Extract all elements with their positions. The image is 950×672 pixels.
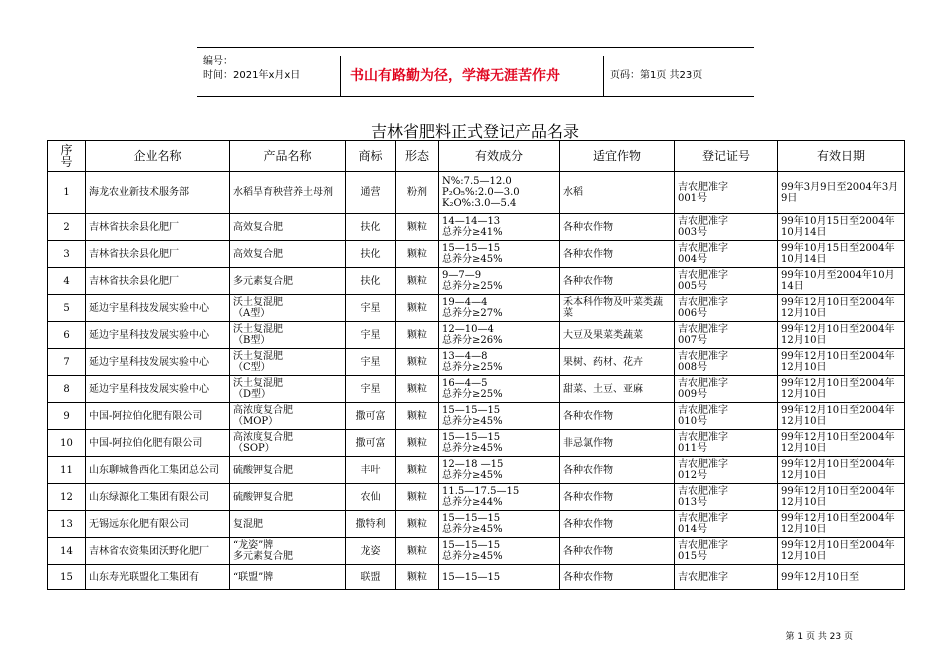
product-name-cell: 水稻旱育秧营养土母剂 bbox=[230, 172, 346, 214]
brand-cell: 宇星 bbox=[346, 349, 396, 376]
valid-dates-cell: 99年12月10日至2004年12月10日 bbox=[778, 295, 905, 322]
registration-number-cell: 吉农肥准字 007号 bbox=[675, 322, 778, 349]
column-header: 有效日期 bbox=[778, 141, 905, 172]
valid-dates-cell: 99年12月10日至2004年12月10日 bbox=[778, 511, 905, 538]
brand-cell: 联盟 bbox=[346, 565, 396, 590]
row-number-cell: 4 bbox=[48, 268, 86, 295]
column-header: 适宜作物 bbox=[560, 141, 675, 172]
registration-number-cell: 吉农肥准字 bbox=[675, 565, 778, 590]
column-header: 商标 bbox=[346, 141, 396, 172]
suitable-crops-cell: 各种农作物 bbox=[560, 403, 675, 430]
active-ingredients-cell: 15—15—15 总养分≥45% bbox=[439, 538, 560, 565]
row-number-cell: 2 bbox=[48, 214, 86, 241]
registration-number-cell: 吉农肥准字 012号 bbox=[675, 457, 778, 484]
active-ingredients-cell: 15—15—15 总养分≥45% bbox=[439, 430, 560, 457]
product-name-cell: 沃土复混肥 （C型） bbox=[230, 349, 346, 376]
company-name-cell: 山东聊城鲁西化工集团总公司 bbox=[86, 457, 230, 484]
suitable-crops-cell: 各种农作物 bbox=[560, 484, 675, 511]
form-cell: 颗粒 bbox=[396, 349, 439, 376]
brand-cell: 扶化 bbox=[346, 214, 396, 241]
registration-number-cell: 吉农肥准字 005号 bbox=[675, 268, 778, 295]
registration-number-cell: 吉农肥准字 010号 bbox=[675, 403, 778, 430]
suitable-crops-cell: 各种农作物 bbox=[560, 511, 675, 538]
company-name-cell: 延边宇星科技发展实验中心 bbox=[86, 295, 230, 322]
company-name-cell: 延边宇星科技发展实验中心 bbox=[86, 376, 230, 403]
table-row bbox=[48, 484, 905, 511]
product-name-cell: 多元素复合肥 bbox=[230, 268, 346, 295]
company-name-cell: 延边宇星科技发展实验中心 bbox=[86, 322, 230, 349]
product-name-cell: 沃土复混肥 （B型） bbox=[230, 322, 346, 349]
row-number-cell: 9 bbox=[48, 403, 86, 430]
product-name-cell: 高浓度复合肥 （MOP） bbox=[230, 403, 346, 430]
suitable-crops-cell: 果树、药材、花卉 bbox=[560, 349, 675, 376]
suitable-crops-cell: 各种农作物 bbox=[560, 241, 675, 268]
form-cell: 粉剂 bbox=[396, 172, 439, 214]
product-name-cell: 高浓度复合肥 （SOP） bbox=[230, 430, 346, 457]
active-ingredients-cell: 11.5—17.5—15 总养分≥44% bbox=[439, 484, 560, 511]
brand-cell: 撒可富 bbox=[346, 430, 396, 457]
active-ingredients-cell: 16—4—5 总养分≥25% bbox=[439, 376, 560, 403]
form-cell: 颗粒 bbox=[396, 430, 439, 457]
brand-cell: 农仙 bbox=[346, 484, 396, 511]
table-row bbox=[48, 457, 905, 484]
suitable-crops-cell: 水稻 bbox=[560, 172, 675, 214]
company-name-cell: 吉林省扶余县化肥厂 bbox=[86, 214, 230, 241]
fertilizer-registration-table bbox=[47, 140, 905, 590]
header-time-label: 时间：2021年x月x日 bbox=[203, 70, 301, 81]
suitable-crops-cell: 各种农作物 bbox=[560, 457, 675, 484]
product-name-cell: 硫酸钾复合肥 bbox=[230, 484, 346, 511]
form-cell: 颗粒 bbox=[396, 511, 439, 538]
active-ingredients-cell: 15—15—15 总养分≥45% bbox=[439, 241, 560, 268]
table-row bbox=[48, 565, 905, 590]
registration-number-cell: 吉农肥准字 008号 bbox=[675, 349, 778, 376]
form-cell: 颗粒 bbox=[396, 295, 439, 322]
valid-dates-cell: 99年12月10日至 bbox=[778, 565, 905, 590]
product-name-cell: 高效复合肥 bbox=[230, 214, 346, 241]
suitable-crops-cell: 各种农作物 bbox=[560, 214, 675, 241]
column-header: 形态 bbox=[396, 141, 439, 172]
row-number-cell: 13 bbox=[48, 511, 86, 538]
registration-number-cell: 吉农肥准字 004号 bbox=[675, 241, 778, 268]
product-name-cell: 高效复合肥 bbox=[230, 241, 346, 268]
table-row bbox=[48, 295, 905, 322]
form-cell: 颗粒 bbox=[396, 457, 439, 484]
table-row bbox=[48, 349, 905, 376]
row-number-cell: 6 bbox=[48, 322, 86, 349]
brand-cell: 龙姿 bbox=[346, 538, 396, 565]
form-cell: 颗粒 bbox=[396, 538, 439, 565]
row-number-cell: 3 bbox=[48, 241, 86, 268]
valid-dates-cell: 99年12月10日至2004年12月10日 bbox=[778, 538, 905, 565]
page-footer: 第 1 页 共 23 页 bbox=[785, 632, 853, 642]
document-title: 吉林省肥料正式登记产品名录 bbox=[370, 122, 579, 141]
brand-cell: 通营 bbox=[346, 172, 396, 214]
product-name-cell: “联盟”牌 bbox=[230, 565, 346, 590]
table-row bbox=[48, 430, 905, 457]
column-header: 产品名称 bbox=[230, 141, 346, 172]
brand-cell: 宇星 bbox=[346, 322, 396, 349]
valid-dates-cell: 99年12月10日至2004年12月10日 bbox=[778, 484, 905, 511]
row-number-cell: 12 bbox=[48, 484, 86, 511]
registration-number-cell: 吉农肥准字 015号 bbox=[675, 538, 778, 565]
suitable-crops-cell: 各种农作物 bbox=[560, 538, 675, 565]
valid-dates-cell: 99年12月10日至2004年12月10日 bbox=[778, 430, 905, 457]
company-name-cell: 中国-阿拉伯化肥有限公司 bbox=[86, 403, 230, 430]
column-header: 登记证号 bbox=[675, 141, 778, 172]
form-cell: 颗粒 bbox=[396, 214, 439, 241]
header-bottom-rule bbox=[197, 96, 754, 97]
table-row bbox=[48, 322, 905, 349]
row-number-cell: 11 bbox=[48, 457, 86, 484]
row-number-cell: 5 bbox=[48, 295, 86, 322]
valid-dates-cell: 99年12月10日至2004年12月10日 bbox=[778, 403, 905, 430]
form-cell: 颗粒 bbox=[396, 484, 439, 511]
suitable-crops-cell: 甜菜、土豆、亚麻 bbox=[560, 376, 675, 403]
company-name-cell: 吉林省扶余县化肥厂 bbox=[86, 268, 230, 295]
form-cell: 颗粒 bbox=[396, 376, 439, 403]
active-ingredients-cell: 15—15—15 总养分≥45% bbox=[439, 511, 560, 538]
form-cell: 颗粒 bbox=[396, 322, 439, 349]
table-row bbox=[48, 214, 905, 241]
active-ingredients-cell: 12—10—4 总养分≥26% bbox=[439, 322, 560, 349]
registration-number-cell: 吉农肥准字 009号 bbox=[675, 376, 778, 403]
company-name-cell: 吉林省农资集团沃野化肥厂 bbox=[86, 538, 230, 565]
column-header: 企业名称 bbox=[86, 141, 230, 172]
product-name-cell: 复混肥 bbox=[230, 511, 346, 538]
form-cell: 颗粒 bbox=[396, 268, 439, 295]
brand-cell: 撒特利 bbox=[346, 511, 396, 538]
active-ingredients-cell: 14—14—13 总养分≥41% bbox=[439, 214, 560, 241]
company-name-cell: 延边宇星科技发展实验中心 bbox=[86, 349, 230, 376]
table-row bbox=[48, 172, 905, 214]
product-name-cell: 沃土复混肥 （A型） bbox=[230, 295, 346, 322]
company-name-cell: 山东绿源化工集团有限公司 bbox=[86, 484, 230, 511]
suitable-crops-cell: 禾本科作物及叶菜类蔬菜 bbox=[560, 295, 675, 322]
company-name-cell: 山东寿光联盟化工集团有 bbox=[86, 565, 230, 590]
active-ingredients-cell: 19—4—4 总养分≥27% bbox=[439, 295, 560, 322]
registration-number-cell: 吉农肥准字 013号 bbox=[675, 484, 778, 511]
registration-number-cell: 吉农肥准字 006号 bbox=[675, 295, 778, 322]
valid-dates-cell: 99年10月15日至2004年10月14日 bbox=[778, 214, 905, 241]
table-row bbox=[48, 376, 905, 403]
company-name-cell: 无锡远东化肥有限公司 bbox=[86, 511, 230, 538]
form-cell: 颗粒 bbox=[396, 403, 439, 430]
table-header-row bbox=[48, 141, 905, 172]
valid-dates-cell: 99年12月10日至2004年12月10日 bbox=[778, 349, 905, 376]
brand-cell: 扶化 bbox=[346, 268, 396, 295]
active-ingredients-cell: 15—15—15 bbox=[439, 565, 560, 590]
row-number-cell: 15 bbox=[48, 565, 86, 590]
suitable-crops-cell: 大豆及果菜类蔬菜 bbox=[560, 322, 675, 349]
column-header: 序号 bbox=[48, 141, 86, 172]
brand-cell: 丰叶 bbox=[346, 457, 396, 484]
brand-cell: 扶化 bbox=[346, 241, 396, 268]
table-row bbox=[48, 268, 905, 295]
form-cell: 颗粒 bbox=[396, 241, 439, 268]
valid-dates-cell: 99年10月15日至2004年10月14日 bbox=[778, 241, 905, 268]
active-ingredients-cell: N%:7.5—12.0 P₂O₅%:2.0—3.0 K₂O%:3.0—5.4 bbox=[439, 172, 560, 214]
active-ingredients-cell: 9—7—9 总养分≥25% bbox=[439, 268, 560, 295]
valid-dates-cell: 99年3月9日至2004年3月9日 bbox=[778, 172, 905, 214]
product-name-cell: 沃土复混肥 （D型） bbox=[230, 376, 346, 403]
brand-cell: 宇星 bbox=[346, 376, 396, 403]
header-page-label: 页码：第1页 共23页 bbox=[610, 70, 703, 81]
row-number-cell: 10 bbox=[48, 430, 86, 457]
header-top-rule bbox=[197, 47, 754, 48]
company-name-cell: 海龙农业新技术服务部 bbox=[86, 172, 230, 214]
registration-number-cell: 吉农肥准字 011号 bbox=[675, 430, 778, 457]
valid-dates-cell: 99年12月10日至2004年12月10日 bbox=[778, 322, 905, 349]
active-ingredients-cell: 13—4—8 总养分≥25% bbox=[439, 349, 560, 376]
brand-cell: 撒可富 bbox=[346, 403, 396, 430]
table-row bbox=[48, 403, 905, 430]
company-name-cell: 中国-阿拉伯化肥有限公司 bbox=[86, 430, 230, 457]
product-name-cell: “龙姿”牌 多元素复合肥 bbox=[230, 538, 346, 565]
product-name-cell: 硫酸钾复合肥 bbox=[230, 457, 346, 484]
suitable-crops-cell: 各种农作物 bbox=[560, 565, 675, 590]
suitable-crops-cell: 非忌氯作物 bbox=[560, 430, 675, 457]
row-number-cell: 1 bbox=[48, 172, 86, 214]
registration-number-cell: 吉农肥准字 003号 bbox=[675, 214, 778, 241]
header-motto: 书山有路勤为径，学海无涯苦作舟 bbox=[350, 68, 560, 84]
header-divider bbox=[603, 56, 604, 96]
row-number-cell: 14 bbox=[48, 538, 86, 565]
registration-number-cell: 吉农肥准字 014号 bbox=[675, 511, 778, 538]
row-number-cell: 8 bbox=[48, 376, 86, 403]
brand-cell: 宇星 bbox=[346, 295, 396, 322]
column-header: 有效成分 bbox=[439, 141, 560, 172]
table-row bbox=[48, 241, 905, 268]
row-number-cell: 7 bbox=[48, 349, 86, 376]
company-name-cell: 吉林省扶余县化肥厂 bbox=[86, 241, 230, 268]
valid-dates-cell: 99年12月10日至2004年12月10日 bbox=[778, 376, 905, 403]
table-row bbox=[48, 538, 905, 565]
valid-dates-cell: 99年12月10日至2004年12月10日 bbox=[778, 457, 905, 484]
active-ingredients-cell: 15—15—15 总养分≥45% bbox=[439, 403, 560, 430]
valid-dates-cell: 99年10月至2004年10月14日 bbox=[778, 268, 905, 295]
header-divider bbox=[340, 56, 341, 96]
registration-number-cell: 吉农肥准字 001号 bbox=[675, 172, 778, 214]
table-row bbox=[48, 511, 905, 538]
suitable-crops-cell: 各种农作物 bbox=[560, 268, 675, 295]
form-cell: 颗粒 bbox=[396, 565, 439, 590]
active-ingredients-cell: 12—18 —15 总养分≥45% bbox=[439, 457, 560, 484]
header-number-label: 编号： bbox=[203, 56, 233, 67]
